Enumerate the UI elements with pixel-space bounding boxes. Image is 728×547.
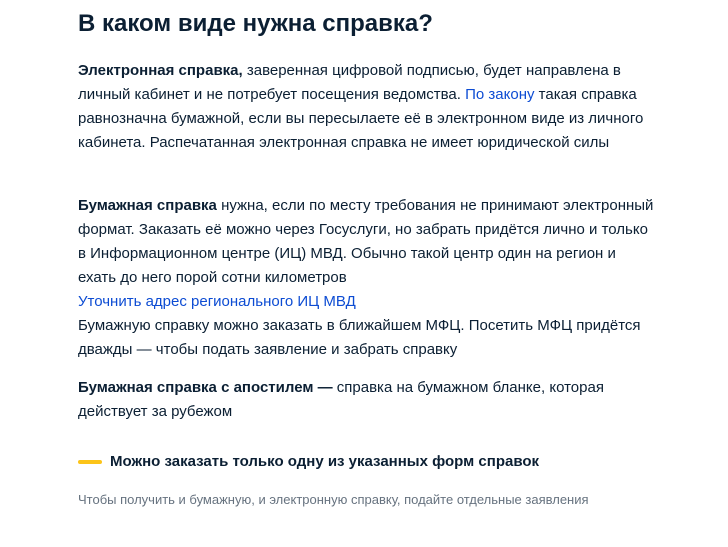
note-text: Можно заказать только одну из указанных форм справок: [110, 453, 540, 470]
electronic-certificate-paragraph: [78, 59, 658, 155]
hint-text: Чтобы получить и бумажную, и электронную справку, подайте отдельные заявления: [78, 492, 589, 507]
apostille-certificate-text: справка на бумажном бланке, которая действует за рубежом: [78, 379, 604, 420]
electronic-certificate-text-1: заверенная цифровой подписью, будет направлена в личный кабинет и не потребует посещения ведомства.: [78, 62, 621, 103]
paper-certificate-text-1: нужна, если по месту требования не принимают электронный формат. Заказать её можно через Госуслуги, но забрать придётся лично и только в Информационном центре (ИЦ) МВД. Обычно такой центр один на регион и ехать до него порой сотни километров: [78, 197, 654, 286]
paper-certificate-text-2: Бумажную справку можно заказать в ближайшем МФЦ. Посетить МФЦ придётся дважды — чтобы подать заявление и забрать справку: [78, 317, 641, 358]
by-law-link[interactable]: По закону: [465, 86, 535, 103]
electronic-certificate-text-2: такая справка равнозначна бумажной, если вы пересылаете её в электронном виде из личного кабинета. Распечатанная электронная справка не имеет юридической силы: [78, 86, 644, 151]
electronic-certificate-heading: Электронная справка,: [78, 62, 243, 79]
page-title: В каком виде нужна справка?: [78, 10, 433, 37]
apostille-certificate-paragraph: [78, 376, 658, 424]
paper-certificate-heading: Бумажная справка: [78, 197, 217, 214]
note-accent-bar: [78, 460, 102, 464]
paper-certificate-paragraph: [78, 194, 658, 362]
regional-ic-address-link[interactable]: Уточнить адрес регионального ИЦ МВД: [78, 293, 356, 310]
apostille-certificate-heading: Бумажная справка с апостилем —: [78, 379, 333, 396]
important-note: [78, 450, 539, 474]
